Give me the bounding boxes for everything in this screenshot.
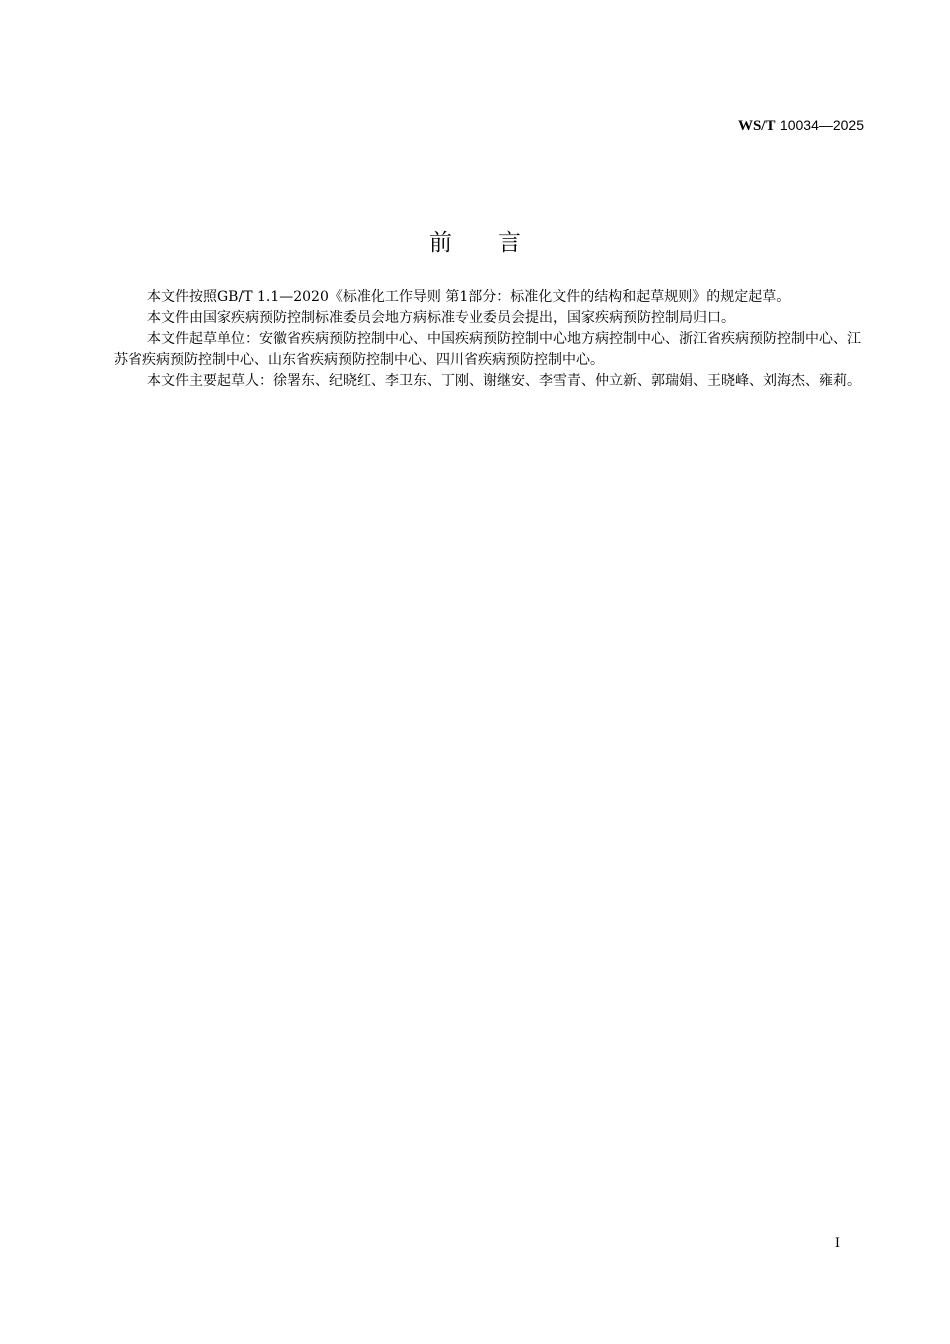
page-title xyxy=(0,226,950,260)
standard-number: 10034—2025 xyxy=(779,117,864,133)
paragraph-drafting-units: 本文件起草单位：安徽省疾病预防控制中心、中国疾病预防控制中心地方病控制中心、浙江省疾病预防控制中心、江苏省疾病预防控制中心、山东省疾病预防控制中心、四川省疾病预防控制中心。 xyxy=(114,331,861,368)
paragraph-drafters: 本文件主要起草人：徐署东、纪晓红、李卫东、丁刚、谢继安、李雪青、仲立新、郭瑞娟、王晓峰、刘海杰、雍莉。 xyxy=(147,373,861,389)
standard-code xyxy=(738,116,864,135)
foreword-body xyxy=(114,287,861,392)
paragraph-proposer: 本文件由国家疾病预防控制标准委员会地方病标准专业委员会提出，国家疾病预防控制局归口。 xyxy=(147,310,735,326)
title-char-1: 前 xyxy=(429,230,452,256)
standard-prefix: WS/T xyxy=(737,118,776,134)
page-number: I xyxy=(834,1236,840,1251)
paragraph-drafting-rules: 本文件按照GB/T 1.1—2020《标准化工作导则 第1部分：标准化文件的结构和起草规则》的规定起草。 xyxy=(147,289,791,305)
title-char-2: 言 xyxy=(498,230,521,256)
